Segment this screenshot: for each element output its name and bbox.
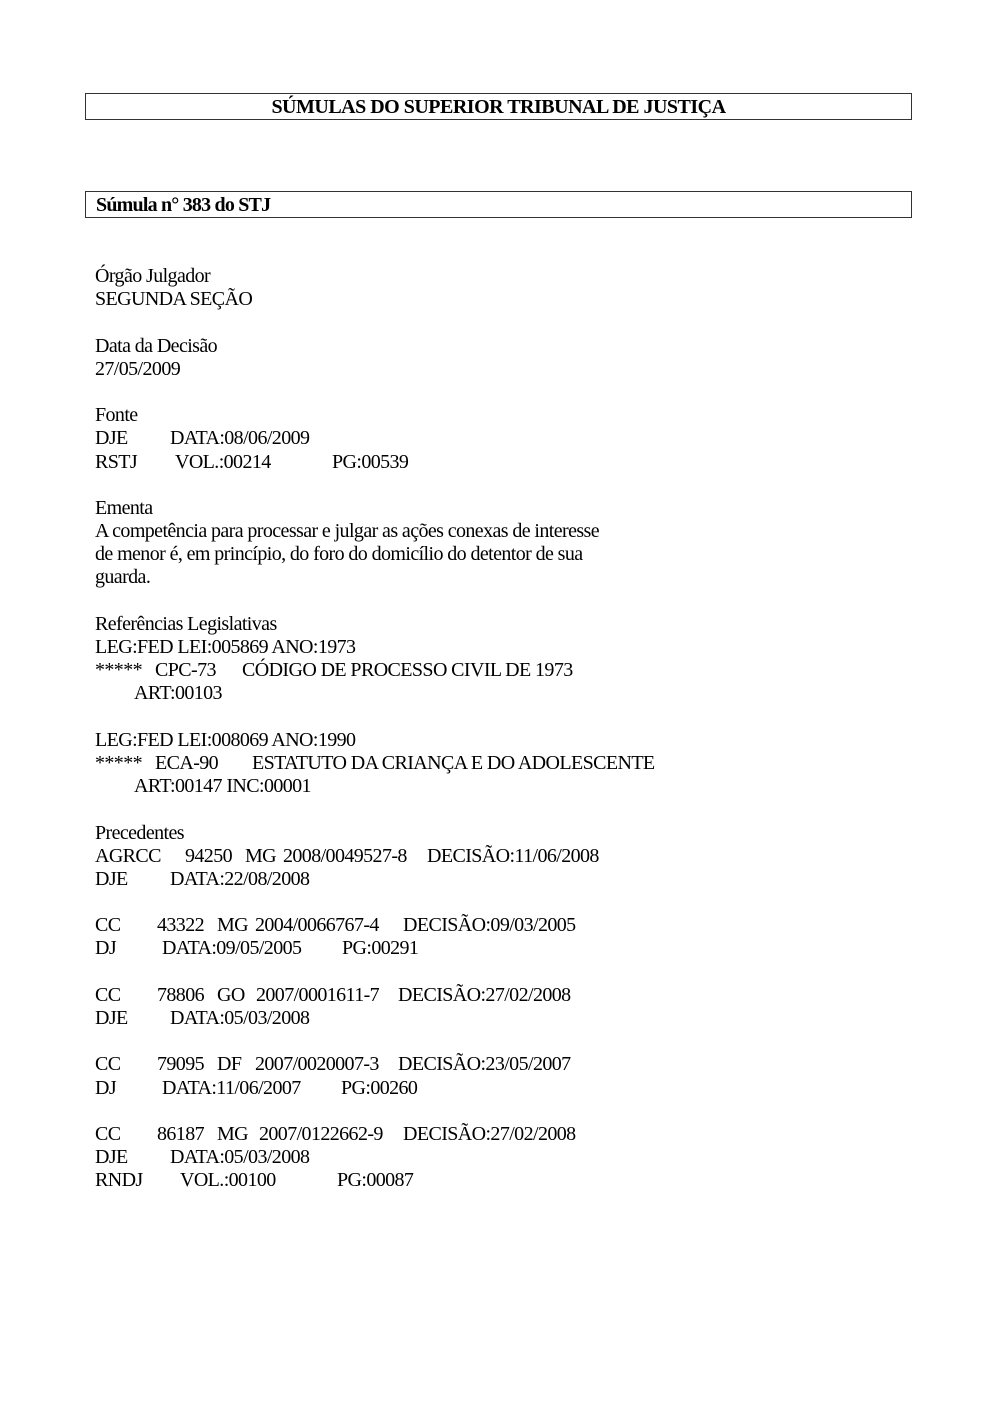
- precedente-row: [95, 1053, 915, 1076]
- fonte-pg: PG:00539: [332, 450, 409, 473]
- precedente-classe: CC: [95, 914, 121, 937]
- precedente-classe: AGRCC: [95, 844, 161, 867]
- fonte-row: [95, 451, 915, 474]
- precedente-processo: 2007/0122662-9: [259, 1122, 383, 1145]
- precedente-numero: 86187: [157, 1122, 205, 1145]
- precedente-decisao: DECISÃO:27/02/2008: [398, 983, 571, 1006]
- precedente-numero: 43322: [157, 914, 205, 937]
- precedente-row: [95, 914, 915, 937]
- publicacao-source: RNDJ: [95, 1169, 143, 1192]
- publicacao-data: DATA:22/08/2008: [170, 867, 310, 890]
- referencia-sigla: CPC-73: [155, 659, 216, 682]
- referencia-art: ART:00147 INC:00001: [134, 775, 311, 798]
- precedente-publicacao: [95, 937, 915, 960]
- precedentes-label: Precedentes: [95, 821, 184, 844]
- publicacao-source: DJE: [95, 1146, 128, 1169]
- precedente-uf: MG: [217, 1122, 249, 1145]
- publicacao-pg: PG:00087: [337, 1169, 414, 1192]
- orgao-label: Órgão Julgador: [95, 265, 211, 287]
- precedente-publicacao: [95, 1169, 915, 1192]
- precedente-classe: CC: [95, 1122, 121, 1145]
- precedente-numero: 79095: [157, 1053, 205, 1076]
- precedente-uf: DF: [217, 1053, 242, 1076]
- precedente-row: [95, 984, 915, 1007]
- precedente-row: [95, 1123, 915, 1146]
- referencia-nome: CÓDIGO DE PROCESSO CIVIL DE 1973: [242, 659, 573, 682]
- fonte-data: VOL.:00214: [175, 450, 271, 473]
- ementa-text-line: guarda.: [95, 566, 151, 589]
- precedente-processo: 2007/0020007-3: [255, 1053, 379, 1076]
- publicacao-data: DATA:09/05/2005: [162, 937, 302, 960]
- ementa-text-line: A competência para processar e julgar as ações conexas de interesse: [95, 520, 599, 543]
- referencia-stars: *****: [95, 659, 143, 682]
- publicacao-source: DJ: [95, 937, 117, 960]
- precedente-decisao: DECISÃO:23/05/2007: [398, 1053, 571, 1076]
- precedente-decisao: DECISÃO:27/02/2008: [403, 1122, 576, 1145]
- document-body: [95, 265, 915, 1193]
- publicacao-data: DATA:05/03/2008: [170, 1007, 310, 1029]
- referencia-art: ART:00103: [134, 682, 222, 705]
- sumula-title: Súmula n° 383 do STJ: [85, 191, 912, 218]
- publicacao-data: VOL.:00100: [180, 1169, 276, 1192]
- precedente-publicacao: [95, 868, 915, 891]
- publicacao-data: DATA:05/03/2008: [170, 1146, 310, 1169]
- precedente-uf: MG: [217, 914, 249, 937]
- referencia-nome: ESTATUTO DA CRIANÇA E DO ADOLESCENTE: [252, 751, 655, 774]
- referencia-leg: LEG:FED LEI:005869 ANO:1973: [95, 636, 356, 658]
- referencia-stars: *****: [95, 751, 143, 774]
- referencia-norma: [95, 659, 915, 682]
- publicacao-pg: PG:00291: [342, 937, 419, 960]
- precedente-processo: 2004/0066767-4: [255, 914, 379, 937]
- precedente-uf: GO: [217, 983, 245, 1006]
- precedente-processo: 2007/0001611-7: [256, 983, 380, 1006]
- fonte-source: RSTJ: [95, 450, 138, 473]
- precedente-publicacao: [95, 1007, 915, 1030]
- precedente-decisao: DECISÃO:11/06/2008: [427, 844, 599, 867]
- precedente-publicacao: [95, 1077, 915, 1100]
- data-decisao-label: Data da Decisão: [95, 334, 218, 357]
- referencia-leg: LEG:FED LEI:008069 ANO:1990: [95, 728, 356, 751]
- precedente-row: [95, 845, 915, 868]
- data-decisao-value: 27/05/2009: [95, 357, 181, 380]
- precedente-uf: MG: [245, 844, 277, 867]
- publicacao-data: DATA:11/06/2007: [162, 1076, 301, 1099]
- ementa-text-line: de menor é, em princípio, do foro do domicílio do detentor de sua: [95, 543, 583, 566]
- publicacao-source: DJE: [95, 867, 128, 890]
- referencias-label: Referências Legislativas: [95, 612, 277, 635]
- precedente-classe: CC: [95, 983, 121, 1006]
- fonte-data: DATA:08/06/2009: [170, 427, 310, 450]
- precedente-classe: CC: [95, 1053, 121, 1076]
- referencia-sigla: ECA-90: [155, 751, 219, 774]
- precedente-numero: 78806: [157, 983, 205, 1006]
- publicacao-pg: PG:00260: [341, 1076, 418, 1099]
- orgao-value: SEGUNDA SEÇÃO: [95, 288, 253, 311]
- publicacao-source: DJ: [95, 1076, 117, 1099]
- ementa-label: Ementa: [95, 496, 153, 519]
- precedente-publicacao: [95, 1146, 915, 1169]
- page-title: SÚMULAS DO SUPERIOR TRIBUNAL DE JUSTIÇA: [85, 93, 912, 120]
- fonte-row: [95, 427, 915, 450]
- fonte-label: Fonte: [95, 404, 138, 427]
- referencia-norma: [95, 752, 915, 775]
- precedente-decisao: DECISÃO:09/03/2005: [403, 914, 576, 937]
- fonte-source: DJE: [95, 427, 128, 450]
- publicacao-source: DJE: [95, 1007, 128, 1029]
- precedente-numero: 94250: [185, 844, 233, 867]
- precedente-processo: 2008/0049527-8: [283, 844, 407, 867]
